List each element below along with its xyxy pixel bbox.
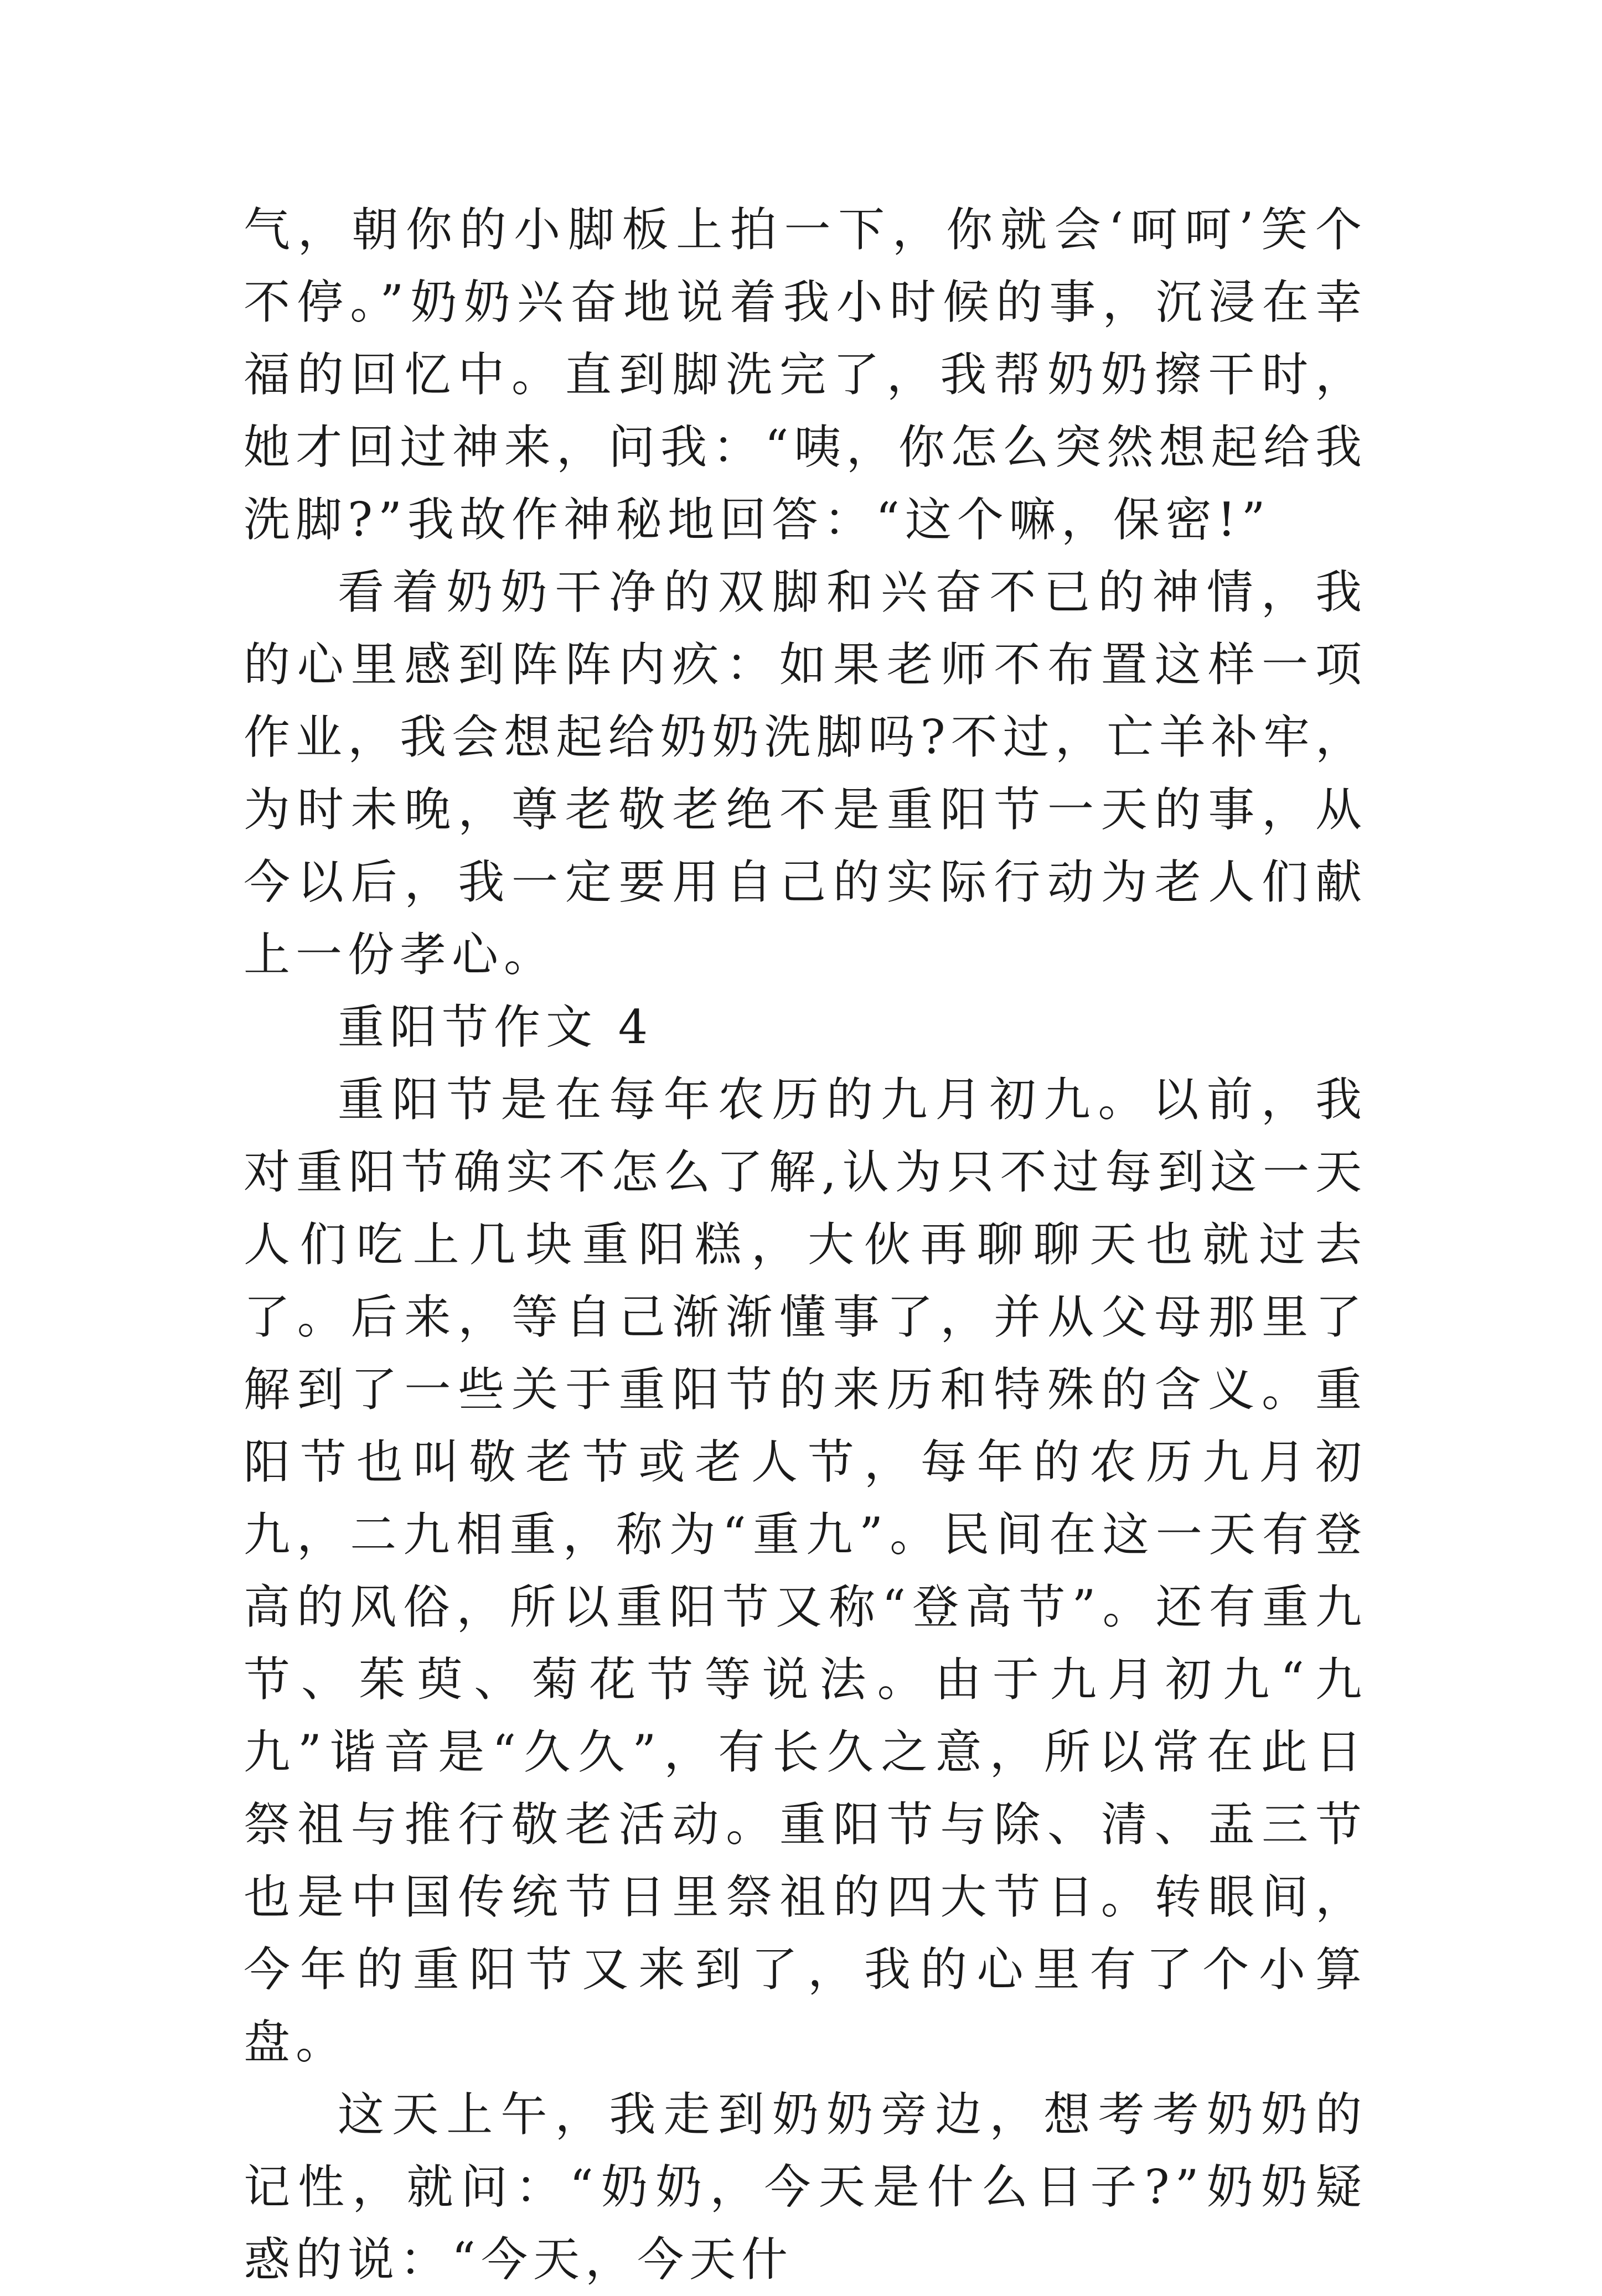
- paragraph-reflection: 看着奶奶干净的双脚和兴奋不已的神情，我的心里感到阵阵内疚：如果老师不布置这样一项作业，我会想起给奶奶洗脚吗?不过，亡羊补牢，为时未晚，尊老敬老绝不是重阳节一天的事，从今以后，我一定要用自己的实际行动为老人们献上一份孝心。: [244, 565, 1367, 982]
- document-body: [244, 194, 1367, 2296]
- paragraph-continuation: 气，朝你的小脚板上拍一下，你就会‘呵呵’笑个不停。”奶奶兴奋地说着我小时候的事，沉浸在幸福的回忆中。直到脚洗完了，我帮奶奶擦干时，她才回过神来，问我：“咦，你怎么突然想起给我洗脚?”我故作神秘地回答：“这个嘛，保密!”: [244, 203, 1367, 547]
- section-heading: 重阳节作文 4: [338, 1000, 654, 1054]
- paragraph-festival-intro: 重阳节是在每年农历的九月初九。以前，我对重阳节确实不怎么了解,认为只不过每到这一天人们吃上几块重阳糕，大伙再聊聊天也就过去了。后来，等自己渐渐懂事了，并从父母那里了解到了一些关于重阳节的来历和特殊的含义。重阳节也叫敬老节或老人节，每年的农历九月初九，二九相重，称为“重九”。民间在这一天有登高的风俗，所以重阳节又称“登高节”。还有重九节、茱萸、菊花节等说法。由于九月初九“九九”谐音是“久久”，有长久之意，所以常在此日祭祖与推行敬老活动。重阳节与除、清、盂三节也是中国传统节日里祭祖的四大节日。转眼间，今年的重阳节又来到了，我的心里有了个小算盘。: [244, 1072, 1367, 2069]
- paragraph-morning: 这天上午，我走到奶奶旁边，想考考奶奶的记性，就问：“奶奶，今天是什么日子?”奶奶疑惑的说：“今天，今天什: [244, 2087, 1367, 2287]
